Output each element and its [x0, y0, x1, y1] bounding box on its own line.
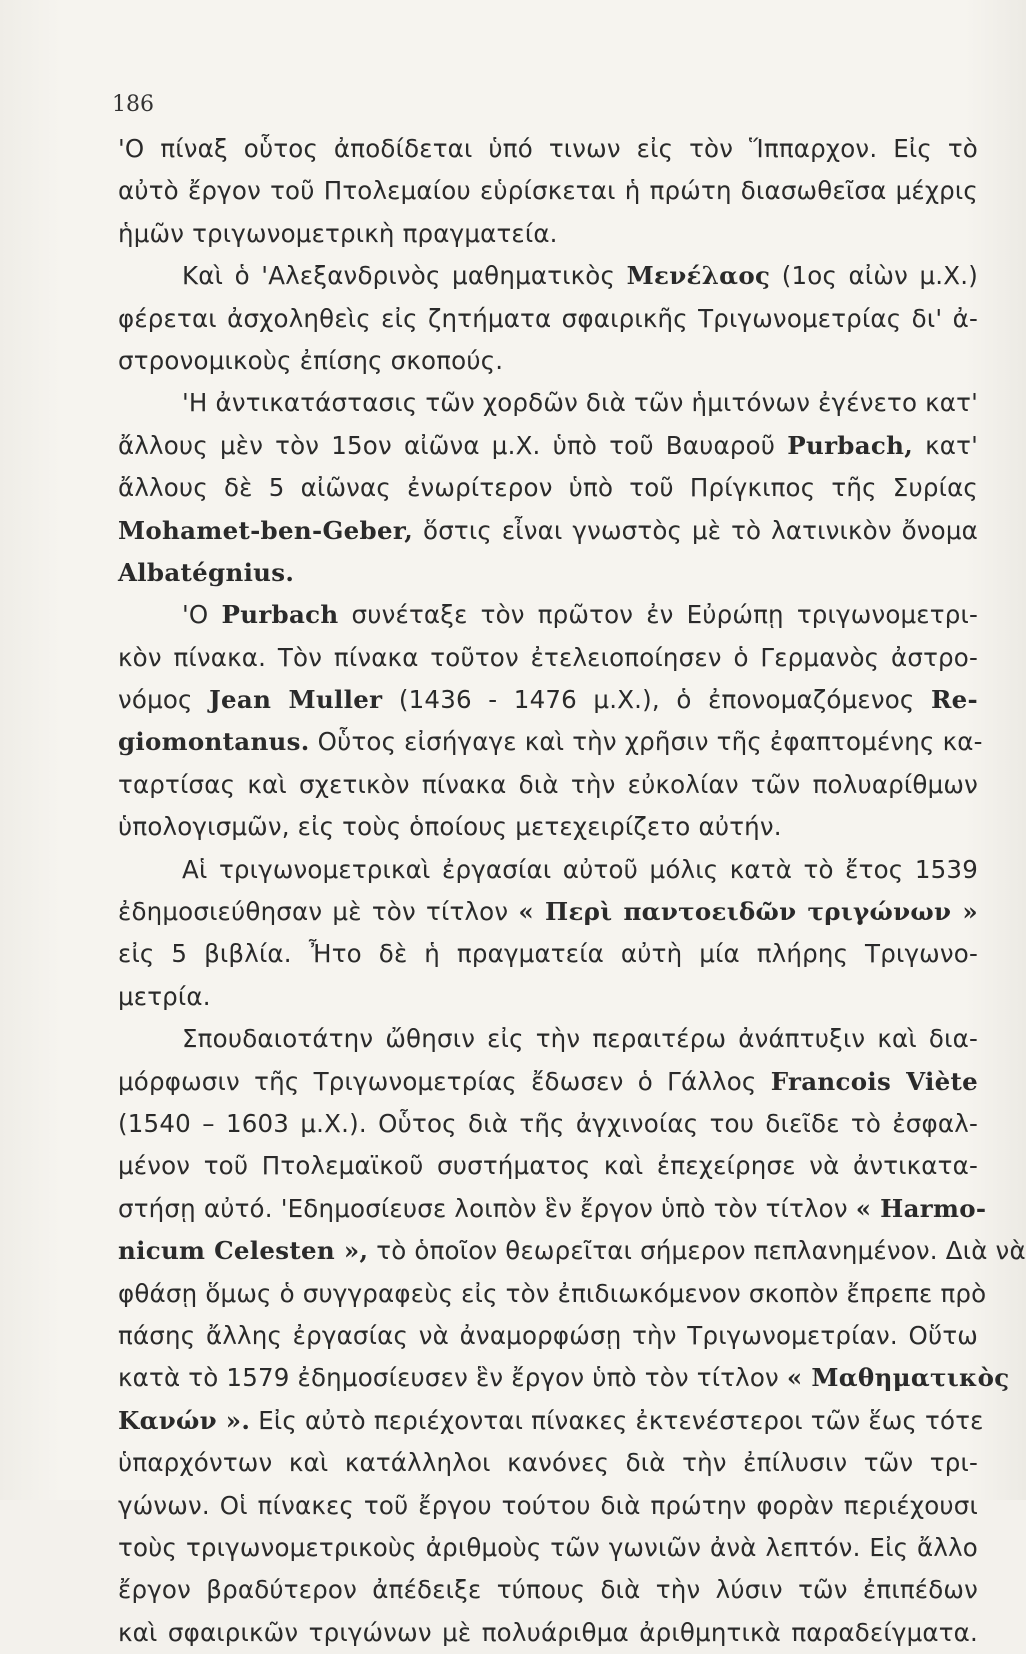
text-line — [118, 467, 978, 509]
text-line — [118, 764, 978, 806]
text-segment: πάσης ἄλλης ἐργασίας νὰ ἀναμορφώσῃ τὴν Τριγωνομετρίαν. Οὕτω — [118, 1320, 978, 1350]
text-segment: στρονομικοὺς ἐπίσης σκοπούς. — [118, 345, 504, 375]
text-line — [118, 1103, 978, 1145]
text-segment: 'Ο πίναξ οὗτος ἀποδίδεται ὑπό τινων εἰς τὸν Ἵππαρχον. Εἰς τὸ — [118, 134, 978, 163]
text-line — [118, 340, 978, 382]
text-segment: κατὰ τὸ 1579 ἐδημοσίευσεν ἓν ἔργον ὑπὸ τὸν τίτλον — [118, 1363, 787, 1393]
bold-text-segment: « Harmo- — [855, 1193, 987, 1223]
text-segment: 'Η ἀντικατάστασις τῶν χορδῶν διὰ τῶν ἡμιτόνων ἐγένετο κατ' — [182, 388, 979, 418]
text-segment: ὅστις εἶναι γνωστὸς μὲ τὸ λατινικὸν ὄνομα — [413, 515, 978, 545]
bold-text-segment: Francois Viète — [770, 1066, 978, 1096]
text-line — [118, 510, 978, 552]
text-segment: κὸν πίνακα. Τὸν πίνακα τοῦτον ἐτελειοποίησεν ὁ Γερμανὸς ἀστρο- — [118, 642, 978, 672]
text-segment: ὑπολογισμῶν, εἰς τοὺς ὁποίους μετεχειρίζετο αὐτήν. — [118, 812, 782, 842]
text-segment: συνέταξε τὸν πρῶτον ἐν Εὐρώπῃ τριγωνομετρι- — [338, 600, 978, 630]
text-segment: νόμος — [118, 685, 210, 715]
text-line — [118, 1230, 1026, 1272]
text-segment: μένον τοῦ Πτολεμαϊκοῦ συστήματος καὶ ἐπεχείρησε νὰ ἀντικατα- — [118, 1151, 978, 1181]
text-line — [118, 425, 978, 467]
text-segment: Οὗτος εἰσήγαγε καὶ τὴν χρῆσιν τῆς ἐφαπτομένης κα- — [309, 727, 983, 757]
text-line — [118, 637, 978, 679]
text-line — [118, 1061, 978, 1103]
bold-text-segment: Μενέλαος — [626, 261, 771, 291]
text-line — [118, 1442, 978, 1484]
text-segment: στήσῃ αὐτό. 'Εδημοσίευσε λοιπὸν ἓν ἔργον ὑπὸ τὸν τίτλον — [118, 1193, 856, 1223]
bold-text-segment: giomontanus. — [118, 727, 310, 757]
text-line — [118, 806, 978, 848]
bold-text-segment: Jean Muller — [209, 685, 383, 715]
text-line — [118, 1569, 978, 1611]
text-segment: Σπουδαιοτάτην ὤθησιν εἰς τὴν περαιτέρω ἀνάπτυξιν καὶ δια- — [182, 1024, 978, 1054]
bold-text-segment: Re- — [930, 685, 978, 715]
text-line — [118, 849, 978, 891]
text-line — [118, 933, 978, 975]
text-segment: καὶ σφαιρικῶν τριγώνων μὲ πολυάριθμα ἀριθμητικὰ παραδείγματα. — [118, 1617, 978, 1647]
text-segment: ἡμῶν τριγωνομετρικὴ πραγματεία. — [118, 218, 558, 248]
text-line — [118, 1018, 978, 1060]
text-segment: γώνων. Οἱ πίνακες τοῦ ἔργου τούτου διὰ πρώτην φορὰν περιέχουσι — [118, 1490, 978, 1520]
text-line — [118, 255, 978, 297]
text-segment: ὑπαρχόντων καὶ κατάλληλοι κανόνες διὰ τὴν ἐπίλυσιν τῶν τρι- — [118, 1448, 978, 1478]
text-line — [118, 382, 978, 424]
bold-text-segment: Κανών ». — [118, 1405, 251, 1435]
bold-text-segment: « Περὶ παντοειδῶν τριγώνων » — [518, 897, 978, 927]
text-segment: (1436 - 1476 μ.Χ.), ὁ ἐπονομαζόμενος — [382, 685, 931, 715]
text-segment: φέρεται ἀσχοληθεὶς εἰς ζητήματα σφαιρικῆς Τριγωνομετρίας δι' ἀ- — [118, 303, 978, 333]
text-segment: ἄλλους δὲ 5 αἰῶνας ἐνωρίτερον ὑπὸ τοῦ Πρίγκιπος τῆς Συρίας — [118, 473, 978, 503]
text-line — [118, 1357, 1010, 1399]
text-segment: αὐτὸ ἔργον τοῦ Πτολεμαίου εὑρίσκεται ἡ πρώτη διασωθεῖσα μέχρις — [118, 176, 978, 206]
text-line — [118, 891, 978, 933]
text-line — [118, 128, 978, 170]
text-line — [118, 1400, 984, 1442]
text-segment: Καὶ ὁ 'Αλεξανδρινὸς μαθηματικὸς — [182, 261, 627, 291]
text-line — [118, 1273, 987, 1315]
text-segment: φθάσῃ ὅμως ὁ συγγραφεὺς εἰς τὸν ἐπιδιωκόμενον σκοπὸν ἔπρεπε πρὸ — [118, 1278, 987, 1308]
text-line — [118, 213, 978, 255]
text-segment: ἔργον βραδύτερον ἀπέδειξε τύπους διὰ τὴν λύσιν τῶν ἐπιπέδων — [118, 1575, 978, 1605]
text-segment: τὸ ὁποῖον θεωρεῖται σήμερον πεπλανημένον. Διὰ νὰ — [368, 1236, 1026, 1266]
text-segment: μόρφωσιν τῆς Τριγωνομετρίας ἔδωσεν ὁ Γάλλος — [118, 1066, 771, 1096]
text-line — [118, 552, 978, 594]
bold-text-segment: nicum Celesten », — [118, 1236, 369, 1266]
text-line — [118, 1145, 978, 1187]
text-line — [118, 298, 978, 340]
bold-text-segment: « Μαθηματικὸς — [786, 1363, 1010, 1393]
bold-text-segment: Albatégnius. — [118, 557, 295, 587]
text-segment: (1ος αἰὼν μ.Χ.) — [770, 261, 978, 291]
text-segment: Εἰς αὐτὸ περιέχονται πίνακες ἐκτενέστεροι τῶν ἕως τότε — [250, 1405, 984, 1435]
text-line — [118, 679, 978, 721]
text-line — [118, 976, 978, 1018]
text-line — [118, 1485, 978, 1527]
text-line — [118, 1527, 978, 1569]
text-segment: ταρτίσας καὶ σχετικὸν πίνακα διὰ τὴν εὐκολίαν τῶν πολυαρίθμων — [118, 769, 978, 799]
bold-text-segment: Purbach — [221, 600, 339, 630]
text-segment: κατ' — [913, 430, 979, 460]
text-line — [118, 721, 983, 763]
body-text — [118, 128, 1026, 1654]
text-line — [118, 1612, 978, 1654]
bold-text-segment: Purbach, — [787, 430, 914, 460]
text-line — [118, 1315, 978, 1357]
text-segment: ἄλλους μὲν τὸν 15ον αἰῶνα μ.Χ. ὑπὸ τοῦ Βαυαροῦ — [118, 430, 788, 460]
page-number: 186 — [112, 92, 154, 117]
text-line — [118, 1188, 987, 1230]
text-segment: τοὺς τριγωνομετρικοὺς ἀριθμοὺς τῶν γωνιῶν ἀνὰ λεπτόν. Εἰς ἄλλο — [118, 1532, 978, 1562]
text-segment: εἰς 5 βιβλία. Ἦτο δὲ ἡ πραγματεία αὐτὴ μία πλήρης Τριγωνο- — [118, 939, 978, 969]
text-line — [118, 170, 978, 212]
text-segment: 'Ο — [182, 600, 222, 630]
text-segment: μετρία. — [118, 981, 211, 1011]
bold-text-segment: Mohamet-ben-Geber, — [118, 515, 414, 545]
text-segment: (1540 – 1603 μ.Χ.). Οὗτος διὰ τῆς ἀγχινοίας του διεῖδε τὸ ἐσφαλ- — [118, 1108, 978, 1138]
text-segment: Αἱ τριγωνομετρικαὶ ἐργασίαι αὐτοῦ μόλις κατὰ τὸ ἔτος 1539 — [182, 854, 978, 884]
text-segment: ἐδημοσιεύθησαν μὲ τὸν τίτλον — [118, 897, 519, 927]
text-line — [118, 594, 978, 636]
